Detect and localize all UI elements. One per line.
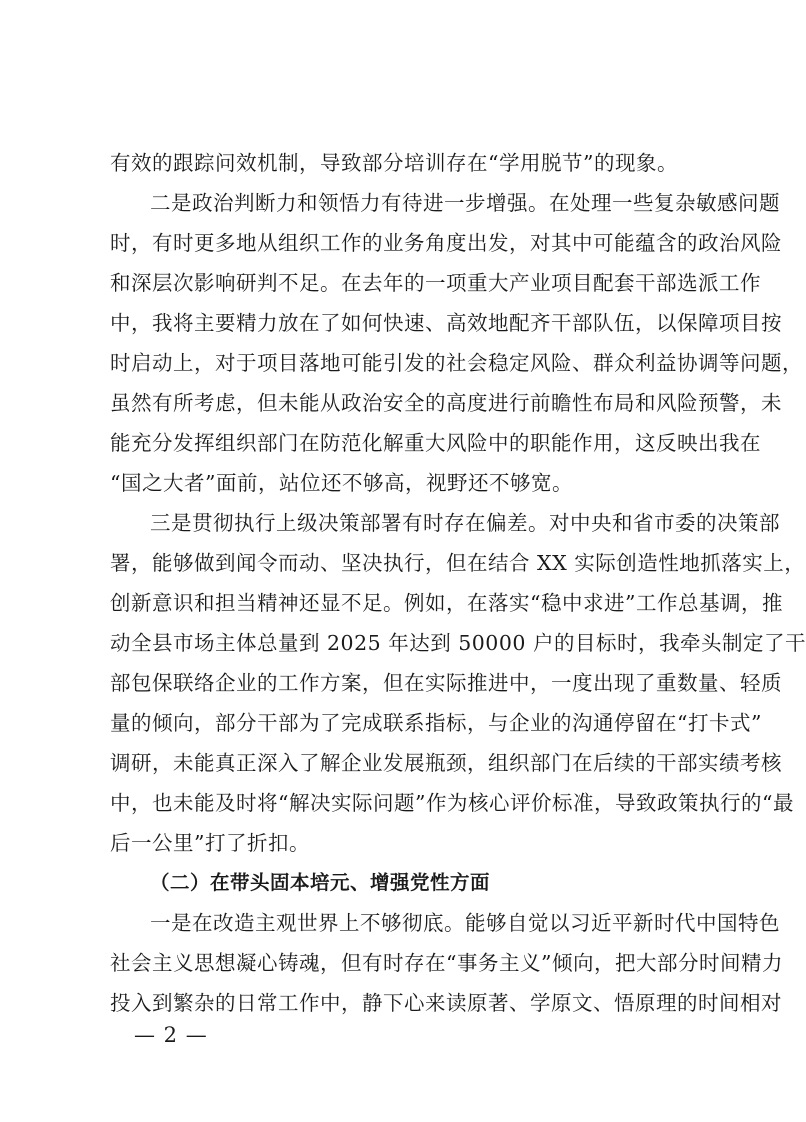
body-line-13: 动全县市场主体总量到 2025 年达到 50000 户的目标时，我牵头制定了干: [110, 631, 806, 655]
body-line-17: 中，也未能及时将“解决实际问题”作为核心评价标准，导致政策执行的“最: [110, 791, 794, 815]
body-line-15: 量的倾向，部分干部为了完成联系指标，与企业的沟通停留在“打卡式”: [110, 711, 762, 735]
body-line-8: 能充分发挥组织部门在防范化解重大风险中的职能作用，这反映出我在: [110, 431, 761, 455]
body-line-22: 投入到繁杂的日常工作中，静下心来读原著、学原文、悟原理的时间相对: [110, 991, 782, 1015]
body-line-5: 中，我将主要精力放在了如何快速、高效地配齐干部队伍，以保障项目按: [110, 311, 782, 335]
body-line-14: 部包保联络企业的工作方案，但在实际推进中，一度出现了重数量、轻质: [110, 671, 782, 695]
body-line-1: 有效的跟踪问效机制，导致部分培训存在“学用脱节”的现象。: [110, 151, 678, 175]
body-line-18: 后一公里”打了折扣。: [110, 831, 310, 855]
body-line-2: 二是政治判断力和领悟力有待进一步增强。在处理一些复杂敏感问题: [150, 191, 780, 215]
body-line-16: 调研，未能真正深入了解企业发展瓶颈，组织部门在后续的干部实绩考核: [110, 751, 782, 775]
body-line-6: 时启动上，对于项目落地可能引发的社会稳定风险、群众利益协调等问题，: [110, 351, 803, 375]
body-line-7: 虽然有所考虑，但未能从政治安全的高度进行前瞻性布局和风险预警，未: [110, 391, 782, 415]
page-number: — 2 —: [134, 1023, 208, 1047]
body-line-4: 和深层次影响研判不足。在去年的一项重大产业项目配套干部选派工作: [110, 271, 761, 295]
body-line-9: “国之大者”面前，站位还不够高，视野还不够宽。: [110, 471, 573, 495]
body-line-11: 署，能够做到闻令而动、坚决执行，但在结合 XX 实际创造性地抓落实上，: [110, 551, 806, 575]
body-line-3: 时，有时更多地从组织工作的业务角度出发，对其中可能蕴含的政治风险: [110, 231, 782, 255]
body-line-20: 一是在改造主观世界上不够彻底。能够自觉以习近平新时代中国特色: [150, 911, 780, 935]
section-heading: （二）在带头固本培元、增强党性方面: [150, 871, 491, 894]
body-line-12: 创新意识和担当精神还显不足。例如，在落实“稳中求进”工作总基调，推: [110, 591, 783, 615]
body-line-10: 三是贯彻执行上级决策部署有时存在偏差。对中央和省市委的决策部: [150, 511, 780, 535]
body-line-21: 社会主义思想凝心铸魂，但有时存在“事务主义”倾向，把大部分时间精力: [110, 951, 783, 975]
